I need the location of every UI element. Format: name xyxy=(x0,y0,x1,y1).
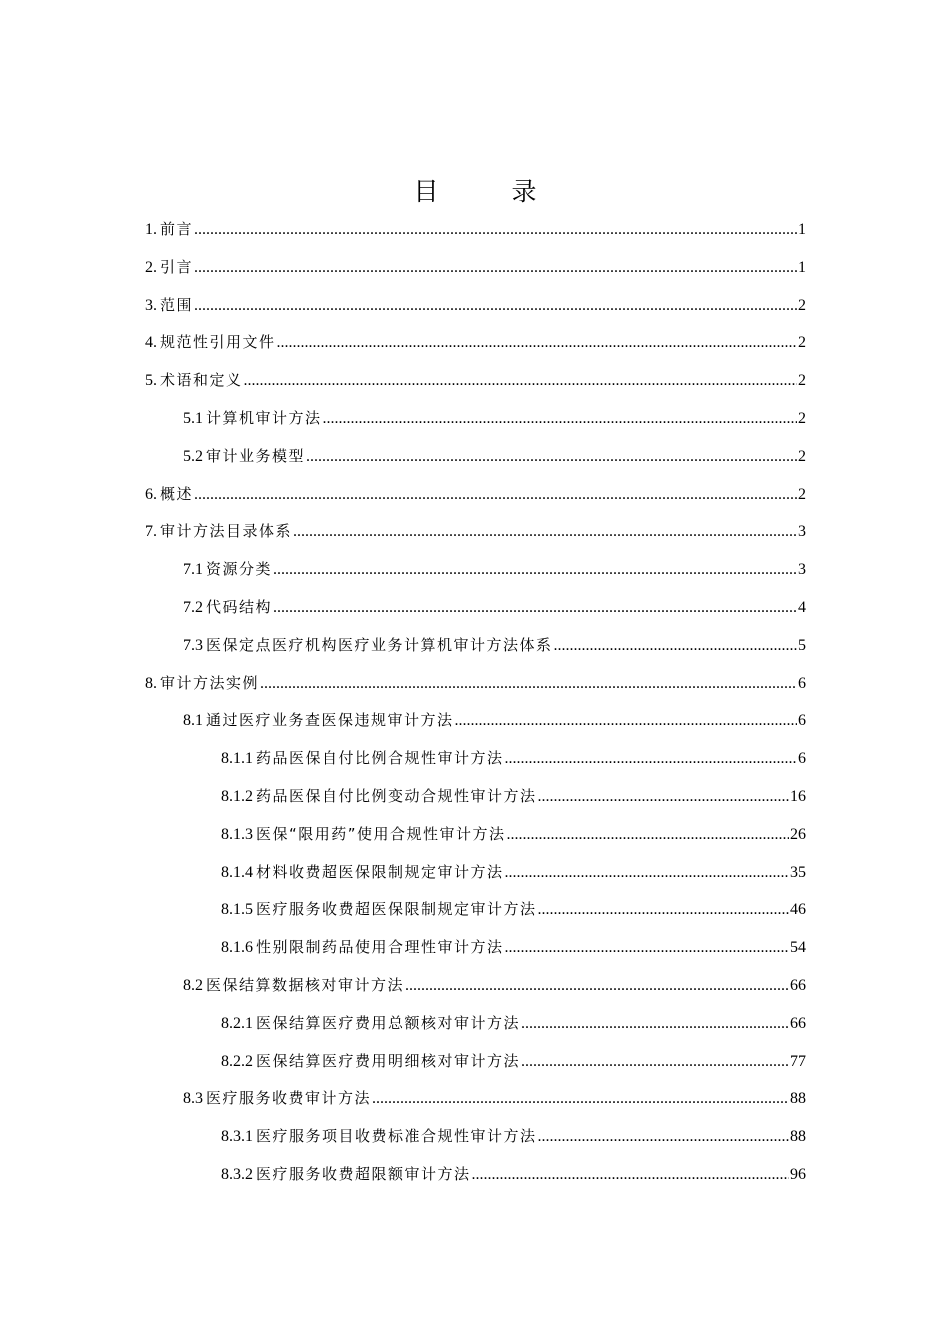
toc-entry[interactable] xyxy=(145,438,806,476)
toc-entry-number: 8.1.3 xyxy=(221,825,253,843)
toc-entry[interactable] xyxy=(145,929,806,967)
toc-entry-page-number: 66 xyxy=(790,976,806,994)
toc-entry-page-number: 2 xyxy=(798,447,806,465)
toc-entry-title: 医疗服务项目收费标准合规性审计方法 xyxy=(256,1127,537,1146)
toc-dot-leader xyxy=(505,854,789,892)
toc-entry[interactable] xyxy=(145,513,806,551)
toc-entry-number: 7.1 xyxy=(183,561,203,579)
toc-entry-title: 医疗服务收费审计方法 xyxy=(206,1089,372,1108)
toc-entry-number: 8.1.2 xyxy=(221,787,253,805)
toc-entry[interactable] xyxy=(145,1043,806,1081)
toc-dot-leader xyxy=(323,400,797,438)
toc-entry[interactable] xyxy=(145,816,806,854)
toc-entry[interactable] xyxy=(145,1080,806,1118)
toc-entry-title: 材料收费超医保限制规定审计方法 xyxy=(256,862,504,881)
toc-entry-page-number: 5 xyxy=(798,636,806,654)
toc-entry-page-number: 2 xyxy=(798,485,806,503)
toc-entry-number: 6. xyxy=(145,485,157,503)
toc-entry-number: 8.3 xyxy=(183,1090,203,1108)
toc-entry-title: 代码结构 xyxy=(206,597,273,616)
toc-entry[interactable] xyxy=(145,324,806,362)
toc-dot-leader xyxy=(521,1005,789,1043)
toc-entry-title: 概述 xyxy=(160,484,194,503)
toc-entry-page-number: 1 xyxy=(798,221,806,238)
toc-entry-number: 5.2 xyxy=(183,447,203,465)
toc-entry-number: 8.1.1 xyxy=(221,750,253,768)
toc-entry-title: 医疗服务收费超医保限制规定审计方法 xyxy=(256,900,537,919)
toc-entry-title: 资源分类 xyxy=(206,560,273,579)
toc-entry-number: 8.1.4 xyxy=(221,863,253,881)
toc-entry-number: 8.2 xyxy=(183,976,203,994)
toc-entry-number: 8.3.2 xyxy=(221,1165,253,1183)
toc-entry[interactable] xyxy=(145,400,806,438)
toc-entry-title: 规范性引用文件 xyxy=(160,333,276,352)
toc-entry-page-number: 54 xyxy=(790,939,806,957)
toc-dot-leader xyxy=(273,551,797,589)
toc-dot-leader xyxy=(538,891,789,929)
toc-entry-title: 前言 xyxy=(160,220,194,238)
toc-entry-page-number: 2 xyxy=(798,409,806,427)
toc-entry-page-number: 3 xyxy=(798,561,806,579)
toc-entry[interactable] xyxy=(145,476,806,514)
toc-entry[interactable] xyxy=(145,627,806,665)
toc-dot-leader xyxy=(194,211,797,249)
toc-dot-leader xyxy=(507,816,789,854)
toc-entry-title: 术语和定义 xyxy=(160,371,243,390)
toc-entry-number: 7.3 xyxy=(183,636,203,654)
toc-dot-leader xyxy=(521,1043,789,1081)
toc-entry[interactable] xyxy=(145,891,806,929)
toc-entry-number: 2. xyxy=(145,258,157,276)
toc-entry[interactable] xyxy=(145,287,806,325)
toc-entry-page-number: 88 xyxy=(790,1128,806,1146)
toc-entry-title: 医保结算数据核对审计方法 xyxy=(206,975,405,994)
toc-dot-leader xyxy=(554,627,797,665)
toc-entry-page-number: 6 xyxy=(798,712,806,730)
toc-entry-title: 性别限制药品使用合理性审计方法 xyxy=(256,938,504,957)
toc-entry[interactable] xyxy=(145,362,806,400)
toc-dot-leader xyxy=(194,249,797,287)
toc-dot-leader xyxy=(505,740,797,778)
toc-entry-page-number: 4 xyxy=(798,598,806,616)
toc-entry[interactable] xyxy=(145,1156,806,1194)
toc-entry-title: 药品医保自付比例变动合规性审计方法 xyxy=(256,786,537,805)
toc-entry-title: 医疗服务收费超限额审计方法 xyxy=(256,1164,471,1183)
toc-entry-title: 医保结算医疗费用明细核对审计方法 xyxy=(256,1051,521,1070)
toc-entry-number: 7. xyxy=(145,523,157,541)
toc-entry-page-number: 2 xyxy=(798,372,806,390)
toc-entry-page-number: 88 xyxy=(790,1090,806,1108)
toc-entry[interactable] xyxy=(145,249,806,287)
toc-entry[interactable] xyxy=(145,778,806,816)
toc-entry-page-number: 35 xyxy=(790,863,806,881)
toc-entry-number: 4. xyxy=(145,334,157,352)
toc-entry-number: 8.2.1 xyxy=(221,1014,253,1032)
toc-dot-leader xyxy=(372,1080,789,1118)
toc-entry-number: 8.3.1 xyxy=(221,1128,253,1146)
toc-dot-leader xyxy=(273,589,797,627)
toc-entry-number: 8.2.2 xyxy=(221,1052,253,1070)
toc-entry[interactable] xyxy=(145,1005,806,1043)
toc-dot-leader xyxy=(538,1118,789,1156)
toc-dot-leader xyxy=(194,287,797,325)
toc-entry-title: 医保“限用药”使用合规性审计方法 xyxy=(256,824,506,843)
toc-entry-number: 8.1 xyxy=(183,712,203,730)
toc-dot-leader xyxy=(293,513,797,551)
toc-entry-number: 8.1.6 xyxy=(221,939,253,957)
toc-entry-page-number: 16 xyxy=(790,787,806,805)
toc-entry-page-number: 77 xyxy=(790,1052,806,1070)
toc-entry-page-number: 2 xyxy=(798,296,806,314)
table-of-contents xyxy=(145,211,806,1194)
toc-entry-title: 药品医保自付比例合规性审计方法 xyxy=(256,749,504,768)
toc-entry-page-number: 6 xyxy=(798,674,806,692)
toc-dot-leader xyxy=(244,362,797,400)
toc-entry-title: 引言 xyxy=(160,257,194,276)
toc-entry-number: 7.2 xyxy=(183,598,203,616)
toc-entry[interactable] xyxy=(145,967,806,1005)
toc-entry-page-number: 3 xyxy=(798,523,806,541)
toc-entry[interactable] xyxy=(145,211,806,249)
toc-entry[interactable] xyxy=(145,740,806,778)
toc-dot-leader xyxy=(194,476,797,514)
toc-entry-number: 3. xyxy=(145,296,157,314)
toc-entry-page-number: 2 xyxy=(798,334,806,352)
toc-entry-number: 8.1.5 xyxy=(221,901,253,919)
toc-entry-number: 1. xyxy=(145,221,157,238)
toc-entry-title: 医保结算医疗费用总额核对审计方法 xyxy=(256,1013,521,1032)
toc-entry-number: 5.1 xyxy=(183,409,203,427)
toc-dot-leader xyxy=(405,967,789,1005)
toc-entry-title: 通过医疗业务查医保违规审计方法 xyxy=(206,711,454,730)
toc-entry-title: 审计方法目录体系 xyxy=(160,522,293,541)
toc-entry[interactable] xyxy=(145,854,806,892)
toc-entry-page-number: 6 xyxy=(798,750,806,768)
toc-entry-page-number: 26 xyxy=(790,825,806,843)
toc-dot-leader xyxy=(277,324,797,362)
toc-dot-leader xyxy=(538,778,789,816)
toc-entry-page-number: 1 xyxy=(798,258,806,276)
toc-entry-number: 5. xyxy=(145,372,157,390)
page-title: 目 录 xyxy=(413,177,561,206)
toc-entry-page-number: 46 xyxy=(790,901,806,919)
toc-entry[interactable] xyxy=(145,589,806,627)
toc-entry[interactable] xyxy=(145,665,806,703)
toc-dot-leader xyxy=(455,702,797,740)
toc-entry-title: 审计方法实例 xyxy=(160,673,260,692)
toc-entry-title: 医保定点医疗机构医疗业务计算机审计方法体系 xyxy=(206,635,553,654)
toc-entry-page-number: 66 xyxy=(790,1014,806,1032)
toc-dot-leader xyxy=(505,929,789,967)
toc-dot-leader xyxy=(306,438,797,476)
toc-entry-number: 8. xyxy=(145,674,157,692)
toc-entry-page-number: 96 xyxy=(790,1165,806,1183)
toc-dot-leader xyxy=(472,1156,789,1194)
toc-entry-title: 范围 xyxy=(160,295,194,314)
toc-entry[interactable] xyxy=(145,551,806,589)
toc-dot-leader xyxy=(260,665,797,703)
toc-entry[interactable] xyxy=(145,702,806,740)
toc-entry-title: 审计业务模型 xyxy=(206,446,306,465)
toc-entry-title: 计算机审计方法 xyxy=(206,408,322,427)
toc-entry[interactable] xyxy=(145,1118,806,1156)
